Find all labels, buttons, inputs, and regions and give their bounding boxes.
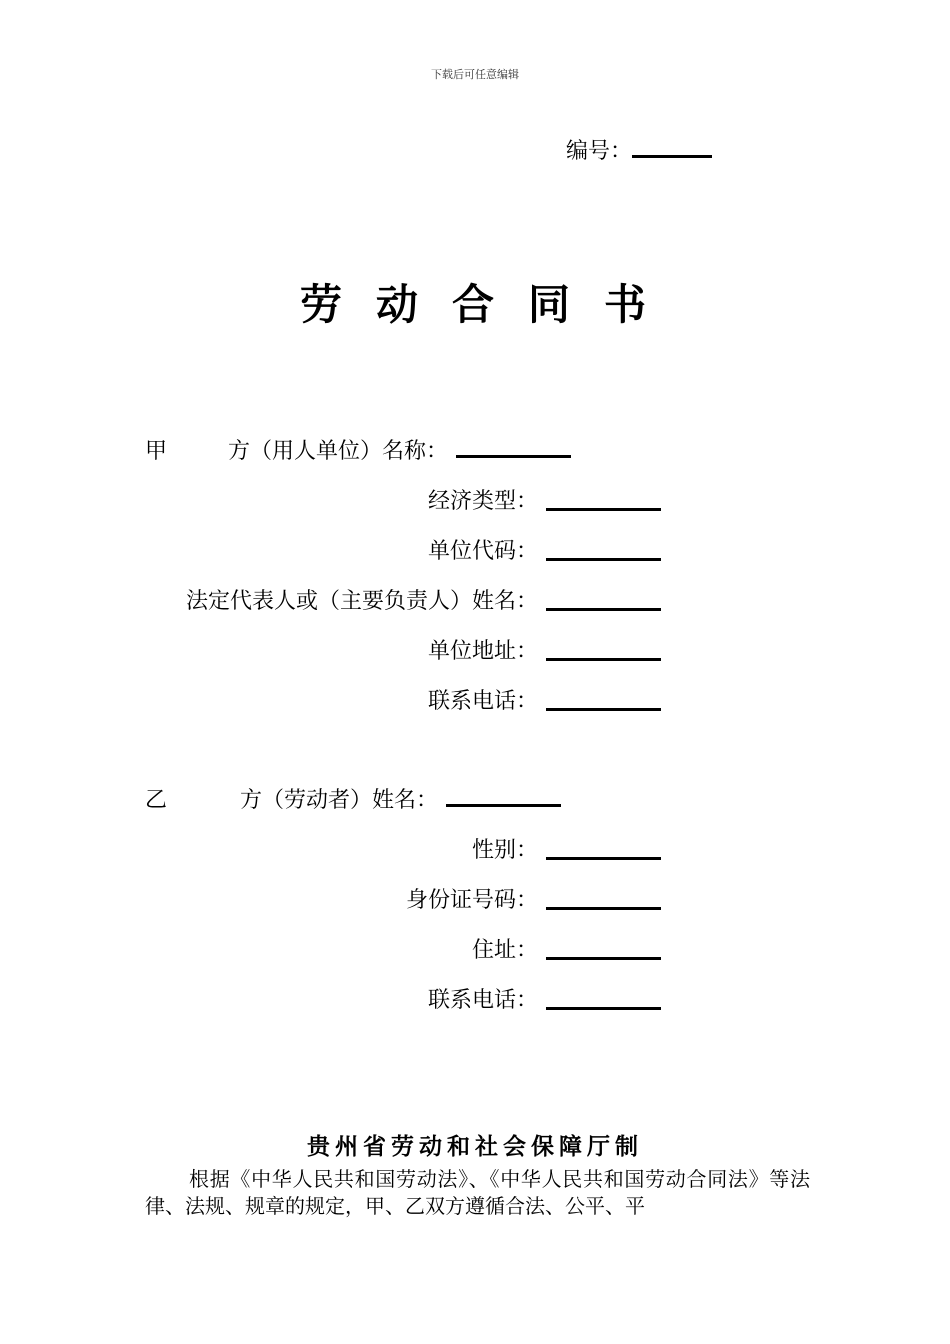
- header-note: 下载后可任意编辑: [431, 68, 519, 81]
- party-b-prefix: 乙: [145, 788, 168, 813]
- unit-code-blank[interactable]: [546, 558, 661, 561]
- party-b-name-label: 方（劳动者）姓名：: [240, 788, 439, 813]
- party-a-name-label: 方（用人单位）名称：: [228, 439, 449, 464]
- unit-address-label: 单位地址：: [427, 639, 538, 664]
- gender-blank[interactable]: [546, 857, 661, 860]
- id-number-field[interactable]: [406, 883, 538, 914]
- party-b-name-blank[interactable]: [446, 803, 561, 807]
- party-b-name-field[interactable]: [240, 783, 561, 814]
- intro-paragraph: 根据《中华人民共和国劳动法》、《中华人民共和国劳动合同法》等法律、法规、规章的规定，甲、乙双方遵循合法、公平、平: [145, 1167, 810, 1218]
- party-b-phone-blank[interactable]: [546, 1007, 661, 1010]
- contract-number-field[interactable]: [566, 134, 712, 165]
- party-a-name-field[interactable]: [228, 434, 571, 465]
- unit-address-field[interactable]: [428, 634, 538, 665]
- contract-number-label: 编号：: [566, 139, 633, 164]
- document-title: 劳动合同书: [299, 280, 680, 329]
- economic-type-label: 经济类型：: [427, 489, 538, 514]
- party-a-name-blank[interactable]: [456, 454, 571, 458]
- gender-label: 性别：: [471, 838, 538, 863]
- unit-address-blank[interactable]: [546, 658, 661, 661]
- legal-representative-blank[interactable]: [546, 608, 661, 611]
- residence-blank[interactable]: [546, 957, 661, 960]
- party-b-phone-label: 联系电话：: [427, 988, 538, 1013]
- unit-code-label: 单位代码：: [427, 539, 538, 564]
- legal-representative-label: 法定代表人或（主要负责人）姓名：: [185, 589, 538, 614]
- id-number-label: 身份证号码：: [405, 888, 538, 913]
- economic-type-blank[interactable]: [546, 508, 661, 511]
- unit-code-field[interactable]: [428, 534, 538, 565]
- id-number-blank[interactable]: [546, 907, 661, 910]
- party-a-prefix: 甲: [145, 439, 168, 464]
- party-a-phone-blank[interactable]: [546, 708, 661, 711]
- party-a-phone-field[interactable]: [428, 684, 538, 715]
- contract-number-blank[interactable]: [632, 154, 712, 158]
- legal-representative-field[interactable]: [186, 584, 538, 615]
- party-a-phone-label: 联系电话：: [427, 689, 538, 714]
- gender-field[interactable]: [472, 833, 538, 864]
- residence-label: 住址：: [471, 938, 538, 963]
- economic-type-field[interactable]: [428, 484, 538, 515]
- issuer-line: 贵州省劳动和社会保障厅制: [307, 1134, 643, 1160]
- residence-field[interactable]: [472, 933, 538, 964]
- party-b-phone-field[interactable]: [428, 983, 538, 1014]
